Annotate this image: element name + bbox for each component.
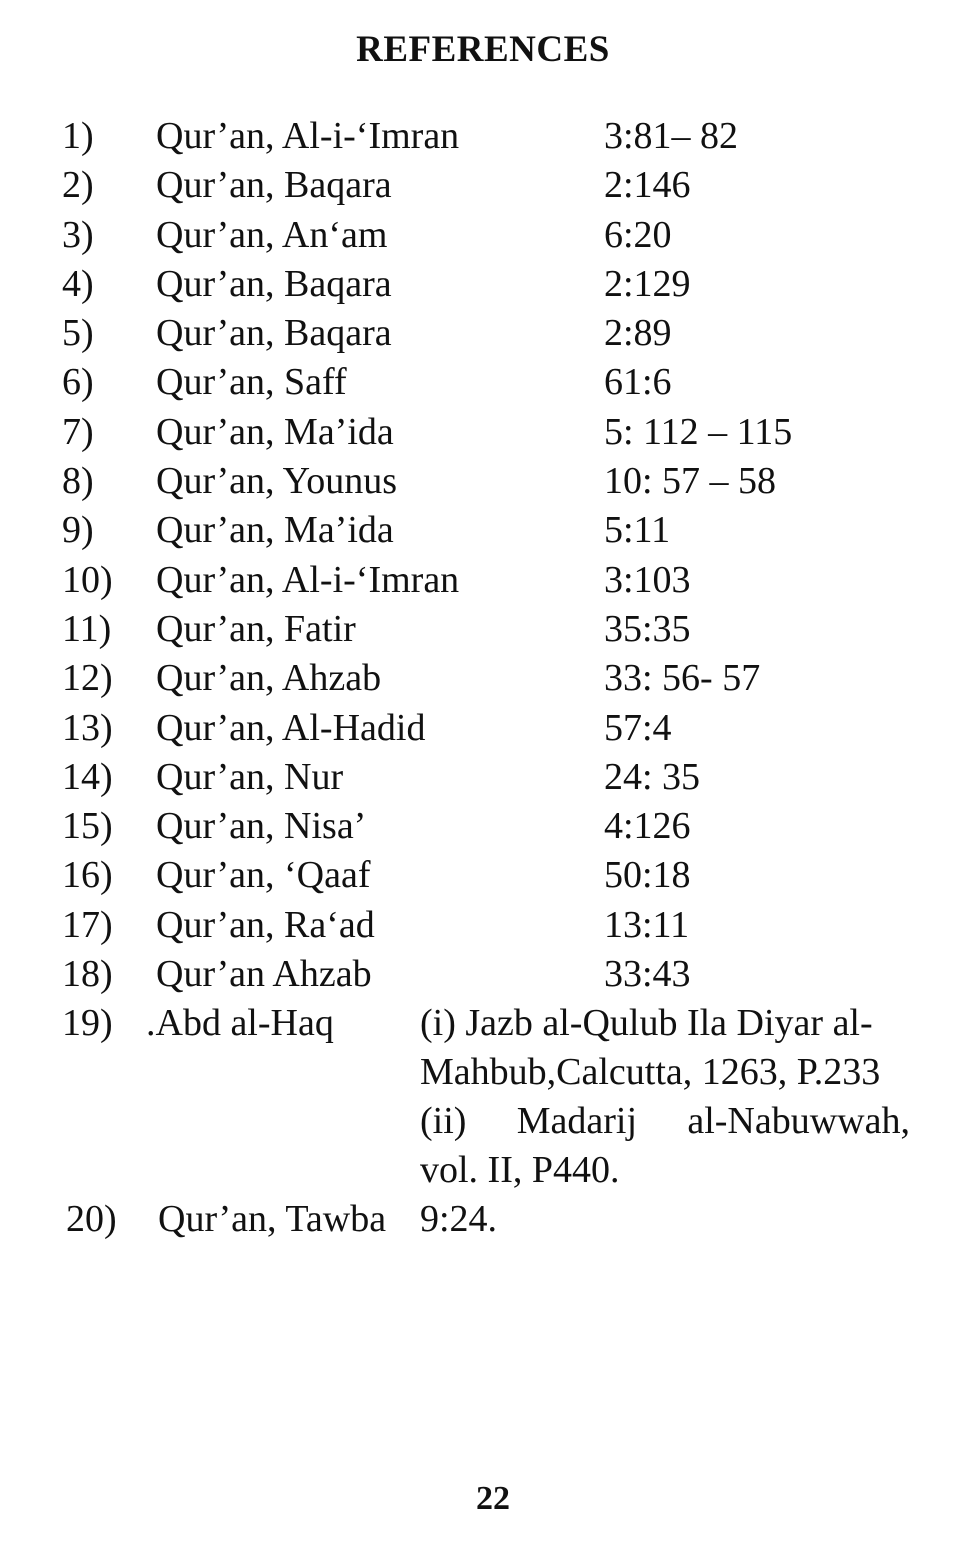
reference-source: Qur’an, Nisa’ — [156, 805, 367, 848]
reference-number: 14) — [62, 755, 113, 798]
reference-number: 16) — [62, 854, 113, 897]
reference-number: 15) — [62, 805, 113, 848]
reference-verse: 3:103 — [604, 558, 691, 601]
reference-item — [0, 1195, 960, 1244]
reference-verse: 2:89 — [604, 312, 672, 355]
reference-item — [0, 260, 960, 309]
reference-works — [420, 999, 910, 1195]
reference-source: Qur’an, ‘Qaaf — [156, 854, 371, 897]
page-title: REFERENCES — [356, 29, 610, 70]
reference-number: 6) — [62, 361, 94, 404]
reference-verse: 3:81– 82 — [604, 115, 739, 157]
reference-source: Qur’an, Nur — [156, 755, 344, 798]
reference-source: Qur’an, Baqara — [156, 312, 392, 355]
reference-source: Qur’an, Al-i-‘Imran — [156, 115, 460, 157]
reference-item — [0, 358, 960, 407]
reference-source: Qur’an, Ma’ida — [156, 410, 394, 453]
reference-source: Qur’an, Al-Hadid — [156, 706, 426, 749]
reference-item — [0, 851, 960, 900]
reference-number: 13) — [62, 706, 113, 749]
reference-source: Qur’an Ahzab — [156, 953, 372, 996]
reference-number: 2) — [62, 164, 94, 207]
reference-list — [0, 112, 960, 1244]
reference-item — [0, 506, 960, 555]
reference-verse: 5:11 — [604, 509, 671, 552]
reference-number: 9) — [62, 509, 94, 552]
reference-item — [0, 901, 960, 950]
reference-item — [0, 950, 960, 999]
reference-number: 4) — [62, 262, 94, 305]
work-line: Mahbub,Calcutta, 1263, P.233 — [420, 1051, 881, 1094]
reference-source: Qur’an, An‘am — [156, 213, 388, 256]
reference-verse: 2:129 — [604, 262, 691, 305]
reference-item — [0, 704, 960, 753]
reference-verse: 35:35 — [604, 607, 691, 650]
reference-verse: 5: 112 – 115 — [604, 410, 793, 453]
reference-verse: 4:126 — [604, 805, 691, 848]
reference-source: Qur’an, Saff — [156, 361, 347, 404]
reference-source: Qur’an, Baqara — [156, 262, 392, 305]
reference-item — [0, 802, 960, 851]
reference-number: 17) — [62, 903, 113, 946]
reference-source: Qur’an, Ahzab — [156, 657, 382, 700]
reference-source: Qur’an, Younus — [156, 460, 398, 503]
reference-number: 12) — [62, 657, 113, 700]
reference-item — [0, 605, 960, 654]
reference-item — [0, 408, 960, 457]
reference-verse: 9:24. — [420, 1198, 498, 1241]
reference-item — [0, 161, 960, 210]
reference-number: 8) — [62, 460, 94, 503]
reference-verse: 57:4 — [604, 706, 672, 749]
reference-number: 20) — [66, 1198, 117, 1241]
work-line: (i) Jazb al-Qulub Ila Diyar al- — [420, 1002, 873, 1045]
reference-verse: 24: 35 — [604, 755, 701, 798]
reference-number: 5) — [62, 312, 94, 355]
reference-number: 3) — [62, 213, 94, 256]
reference-item — [0, 654, 960, 703]
reference-verse: 10: 57 – 58 — [604, 460, 777, 503]
reference-item — [0, 753, 960, 802]
reference-verse: 13:11 — [604, 903, 690, 946]
reference-verse: 50:18 — [604, 854, 691, 897]
reference-verse: 6:20 — [604, 213, 672, 256]
reference-source: Qur’an, Baqara — [156, 164, 392, 207]
reference-number: 10) — [62, 558, 113, 601]
reference-item — [0, 457, 960, 506]
reference-source: Qur’an, Al-i-‘Imran — [156, 558, 460, 601]
reference-item — [0, 211, 960, 260]
reference-verse: 61:6 — [604, 361, 672, 404]
reference-item — [0, 309, 960, 358]
reference-verse: 2:146 — [604, 164, 691, 207]
reference-item — [0, 556, 960, 605]
reference-source: Qur’an, Ra‘ad — [156, 903, 375, 946]
reference-verse: 33:43 — [604, 953, 691, 996]
reference-number: 7) — [62, 410, 94, 453]
reference-number: 18) — [62, 953, 113, 996]
work-line: (ii) Madarij al-Nabuwwah, — [420, 1100, 910, 1143]
reference-source: .Abd al-Haq — [146, 1002, 334, 1045]
reference-number: 19) — [62, 1002, 113, 1045]
reference-source: Qur’an, Fatir — [156, 607, 356, 650]
reference-verse: 33: 56- 57 — [604, 657, 761, 700]
reference-item — [0, 112, 960, 161]
reference-number: 11) — [62, 607, 112, 650]
reference-source: Qur’an, Ma’ida — [156, 509, 394, 552]
reference-source: Qur’an, Tawba — [158, 1198, 387, 1241]
page-number: 22 — [476, 1480, 510, 1517]
reference-number: 1) — [62, 115, 94, 157]
reference-item-multiline — [0, 999, 960, 1195]
work-line: vol. II, P440. — [420, 1149, 620, 1192]
